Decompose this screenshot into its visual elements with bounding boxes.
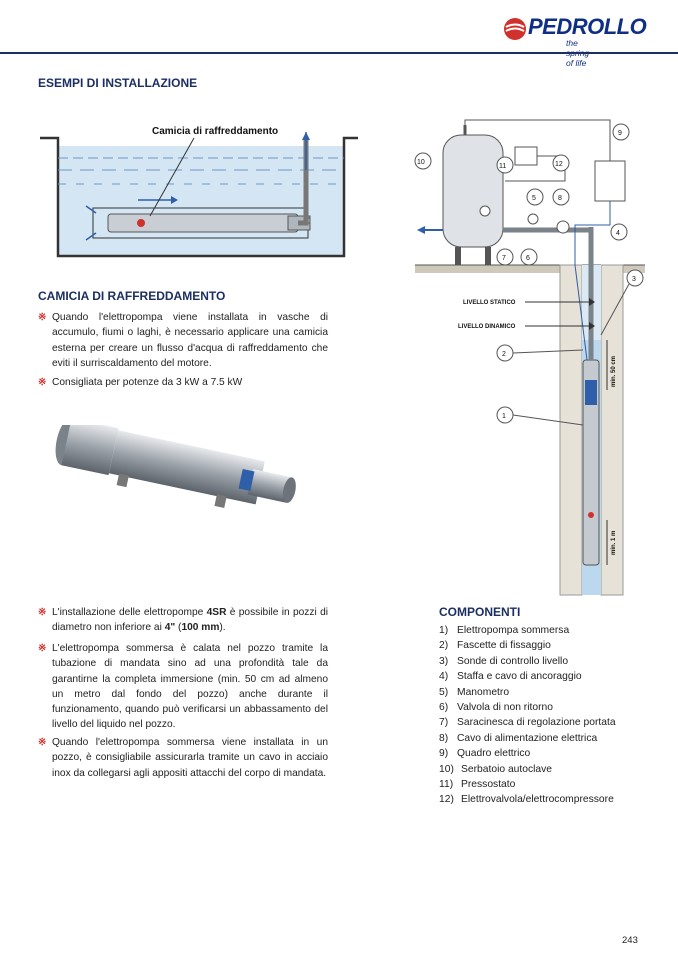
camicia-bullet-1: ※ Quando l'elettropompa viene installata in vasche di accumulo, fiumi o laghi, è necessario applicare una camicia esterna per creare un flusso d'acqua di raffreddamento che eviti il surriscaldamento del motore. [38, 312, 328, 369]
componenti-list [439, 623, 616, 808]
camicia-title: CAMICIA DI RAFFREDDAMENTO [38, 289, 226, 303]
list-item: 11) Pressostato [439, 779, 516, 791]
list-item: 1) Elettropompa sommersa [439, 625, 570, 636]
min-1m-label: min. 1 m [611, 530, 617, 555]
callout-9 [613, 124, 629, 140]
header-divider [0, 52, 678, 54]
svg-text:3: 3 [632, 276, 636, 283]
list-item: 12) Elettrovalvola/elettrocompressore [439, 794, 614, 806]
brand-name: PEDROLLO [528, 14, 647, 39]
bullet-icon: ※ [38, 643, 47, 654]
callout-5 [527, 189, 543, 205]
bullet-icon: ※ [38, 377, 47, 388]
callout-12 [553, 155, 569, 171]
install-bullet-1: ※ L'installazione delle elettropompe 4SR è possibile in pozzi di diametro non inferiore ai 4" (100 mm). [38, 607, 328, 634]
list-item: 8) Cavo di alimentazione elettrica [439, 732, 598, 744]
pedrollo-logo-icon [502, 16, 528, 42]
svg-text:1: 1 [502, 413, 506, 420]
livello-statico-label: LIVELLO STATICO [463, 300, 516, 306]
svg-text:9: 9 [618, 130, 622, 137]
bullet-icon: ※ [38, 737, 47, 748]
brand-tagline: the of life [566, 38, 587, 68]
list-item: 10) Serbatoio autoclave [439, 763, 553, 775]
bullet-icon: ※ [38, 312, 47, 323]
list-item: 3) Sonde di controllo livello [439, 655, 569, 667]
list-item: 9) Quadro elettrico [439, 748, 531, 760]
callout-1 [497, 407, 513, 423]
cooling-jacket-product-image [40, 425, 310, 525]
list-item: 5) Manometro [439, 686, 510, 698]
list-item: 7) Saracinesca di regolazione portata [439, 717, 616, 729]
callout-2 [497, 345, 513, 361]
camicia-bullet-2: ※ Consigliata per potenze da 3 kW a 7.5 kW [52, 375, 328, 390]
list-item: 2) Fascette di fissaggio [439, 640, 551, 652]
bullet-icon: ※ [38, 607, 47, 618]
page-number: 243 [622, 935, 638, 946]
callout-3 [627, 270, 643, 286]
svg-text:6: 6 [526, 255, 530, 262]
svg-text:7: 7 [502, 255, 506, 262]
svg-text:2: 2 [502, 351, 506, 358]
svg-text:5: 5 [532, 195, 536, 202]
install-bullet-2: ※ L'elettropompa sommersa è calata nel pozzo tramite la tubazione di mandata sino ad una profondità tale da garantirne la completa immersione (min. 50 cm ad almeno un metro dal fondo del pozzo) anche durante il funzionamento, quando può verificarsi un abbassamento del livello del liquido nel pozzo. [38, 643, 328, 731]
section-title: ESEMPI DI INSTALLAZIONE [38, 76, 198, 90]
min-50-label: min. 50 cm [611, 355, 617, 387]
livello-dinamico-label: LIVELLO DINAMICO [458, 324, 516, 330]
callout-4 [611, 224, 627, 240]
svg-text:4: 4 [616, 230, 620, 237]
callout-7 [497, 249, 513, 265]
callout-11 [497, 157, 513, 173]
svg-text:12: 12 [555, 161, 563, 168]
figure1-label: Camicia di raffreddamento [152, 126, 279, 137]
svg-text:10: 10 [417, 159, 425, 166]
callout-8 [553, 189, 569, 205]
componenti-title: COMPONENTI [439, 605, 521, 619]
svg-text:11: 11 [499, 163, 507, 170]
cooling-jacket-tank-figure [38, 118, 360, 258]
list-item: 6) Valvola di non ritorno [439, 702, 553, 714]
well-installation-diagram [405, 115, 655, 600]
callout-10 [415, 153, 431, 169]
callout-6 [521, 249, 537, 265]
install-bullet-3: ※ Quando l'elettropompa sommersa viene installata in un pozzo, è consigliabile assicurarla tramite un cavo in acciaio inox da collegarsi agli appositi attacchi del corpo di mandata. [38, 737, 328, 779]
list-item: 4) Staffa e cavo di ancoraggio [439, 671, 582, 683]
svg-text:8: 8 [558, 195, 562, 202]
